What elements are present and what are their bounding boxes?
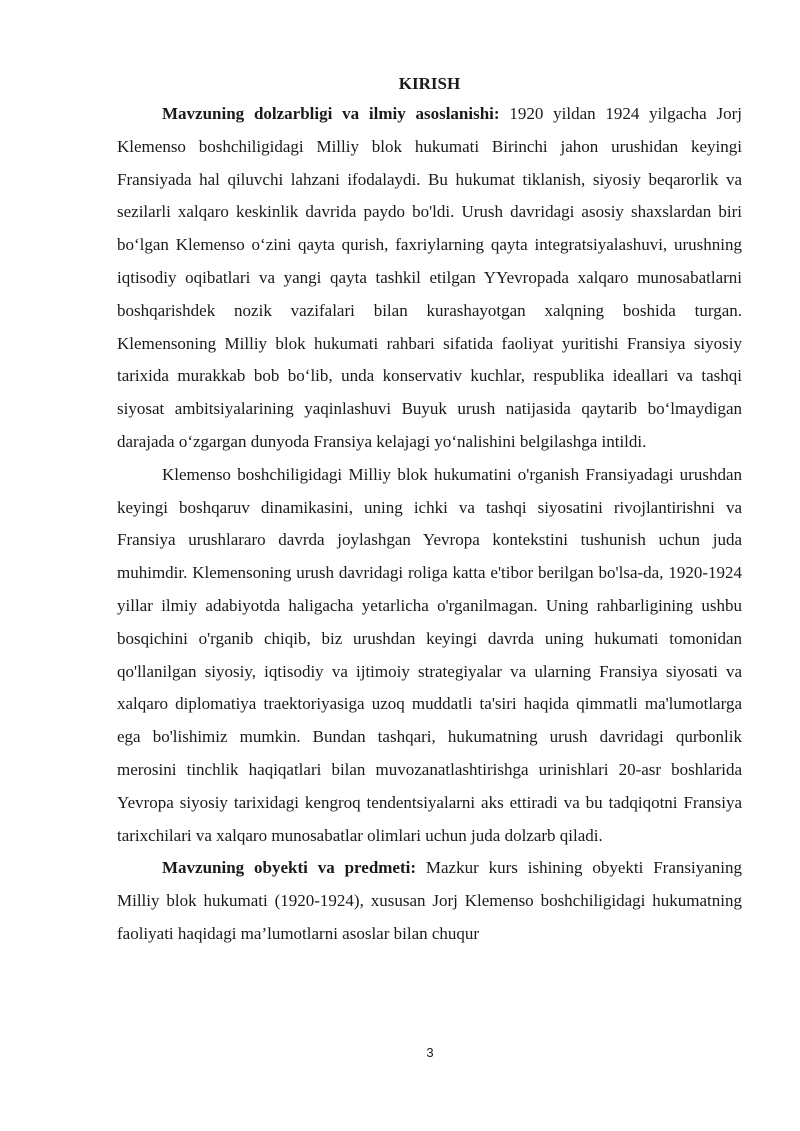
paragraph-relevance [117,98,742,459]
paragraph-body: Mazkur kurs ishining obyekti Fransiyaning Milliy blok hukumati (1920-1924), xususan Jorj Klemenso boshchiligidagi hukumatning faoliyati haqidagi ma’lumotlarni asoslar bilan chuqur [117,858,742,943]
paragraph-object-subject [117,852,742,950]
paragraph-body: 1920 yildan 1924 yilgacha Jorj Klemenso boshchiligidagi Milliy blok hukumati Birinchi jahon urushidan keyingi Fransiyada hal qiluvchi lahzani ifodalaydi. Bu hukumat tiklanish, siyosiy beqarorlik va sezilarli xalqaro keskinlik davrida paydo bo'ldi. Urush davridagi asosiy shaxslardan biri bo‘lgan Klemenso o‘zini qayta qurish, faxriylarning qayta integratsiyalashuvi, urushning iqtisodiy oqibatlari va yangi qayta tashkil etilgan YYevropada xalqaro munosabatlarni boshqarishdek nozik vazifalari bilan kurashayotgan xalqning boshida turgan. Klemensoning Milliy blok hukumati rahbari sifatida faoliyat yuritishi Fransiya siyosiy tarixida murakkab bob bo‘lib, unda konservativ kuchlar, respublika ideallari va tashqi siyosat ambitsiyalarining yaqinlashuvi Buyuk urush natijasida qaytarib bo‘lmaydigan darajada o‘zgargan dunyoda Fransiya kelajagi yo‘nalishini belgilashga intildi. [117,104,742,451]
section-title: KIRISH [398,74,461,93]
document-page [117,74,742,951]
paragraph-body: Klemenso boshchiligidagi Milliy blok hukumatini o'rganish Fransiyadagi urushdan keyingi boshqaruv dinamikasini, uning ichki va tashqi siyosatini rivojlantirishni va Fransiya urushlararo davrda joylashgan Yevropa kontekstini tushunish uchun juda muhimdir. Klemensoning urush davridagi roliga katta e'tibor berilgan bo'lsa-da, 1920-1924 yillar ilmiy adabiyotda haligacha yetarlicha o'rganilmagan. Uning rahbarligining ushbu bosqichini o'rganib chiqib, biz urushdan keyingi davrda uning hukumati tomonidan qo'llanilgan siyosiy, iqtisodiy va ijtimoiy strategiyalar va ularning Fransiya siyosati va xalqaro diplomatiya traektoriyasiga uzoq muddatli ta'siri haqida qimmatli ma'lumotlarga ega bo'lishimiz mumkin. Bundan tashqari, hukumatning urush davridagi qurbonlik merosini tinchlik haqiqatlari bilan muvozanatlashtirishga urinishlari 20-asr boshlarida Yevropa siyosiy tarixidagi kengroq tendentsiyalarni aks ettiradi va bu tadqiqotni Fransiya tarixchilari va xalqaro munosabatlar olimlari uchun juda dolzarb qiladi. [117,464,742,845]
paragraph-lead: Mavzuning obyekti va predmeti: [162,858,417,878]
paragraph-lead: Mavzuning dolzarbligi va ilmiy asoslanishi: [162,104,500,123]
paragraph-study-importance [117,459,742,853]
page-number: 3 [426,1045,434,1060]
